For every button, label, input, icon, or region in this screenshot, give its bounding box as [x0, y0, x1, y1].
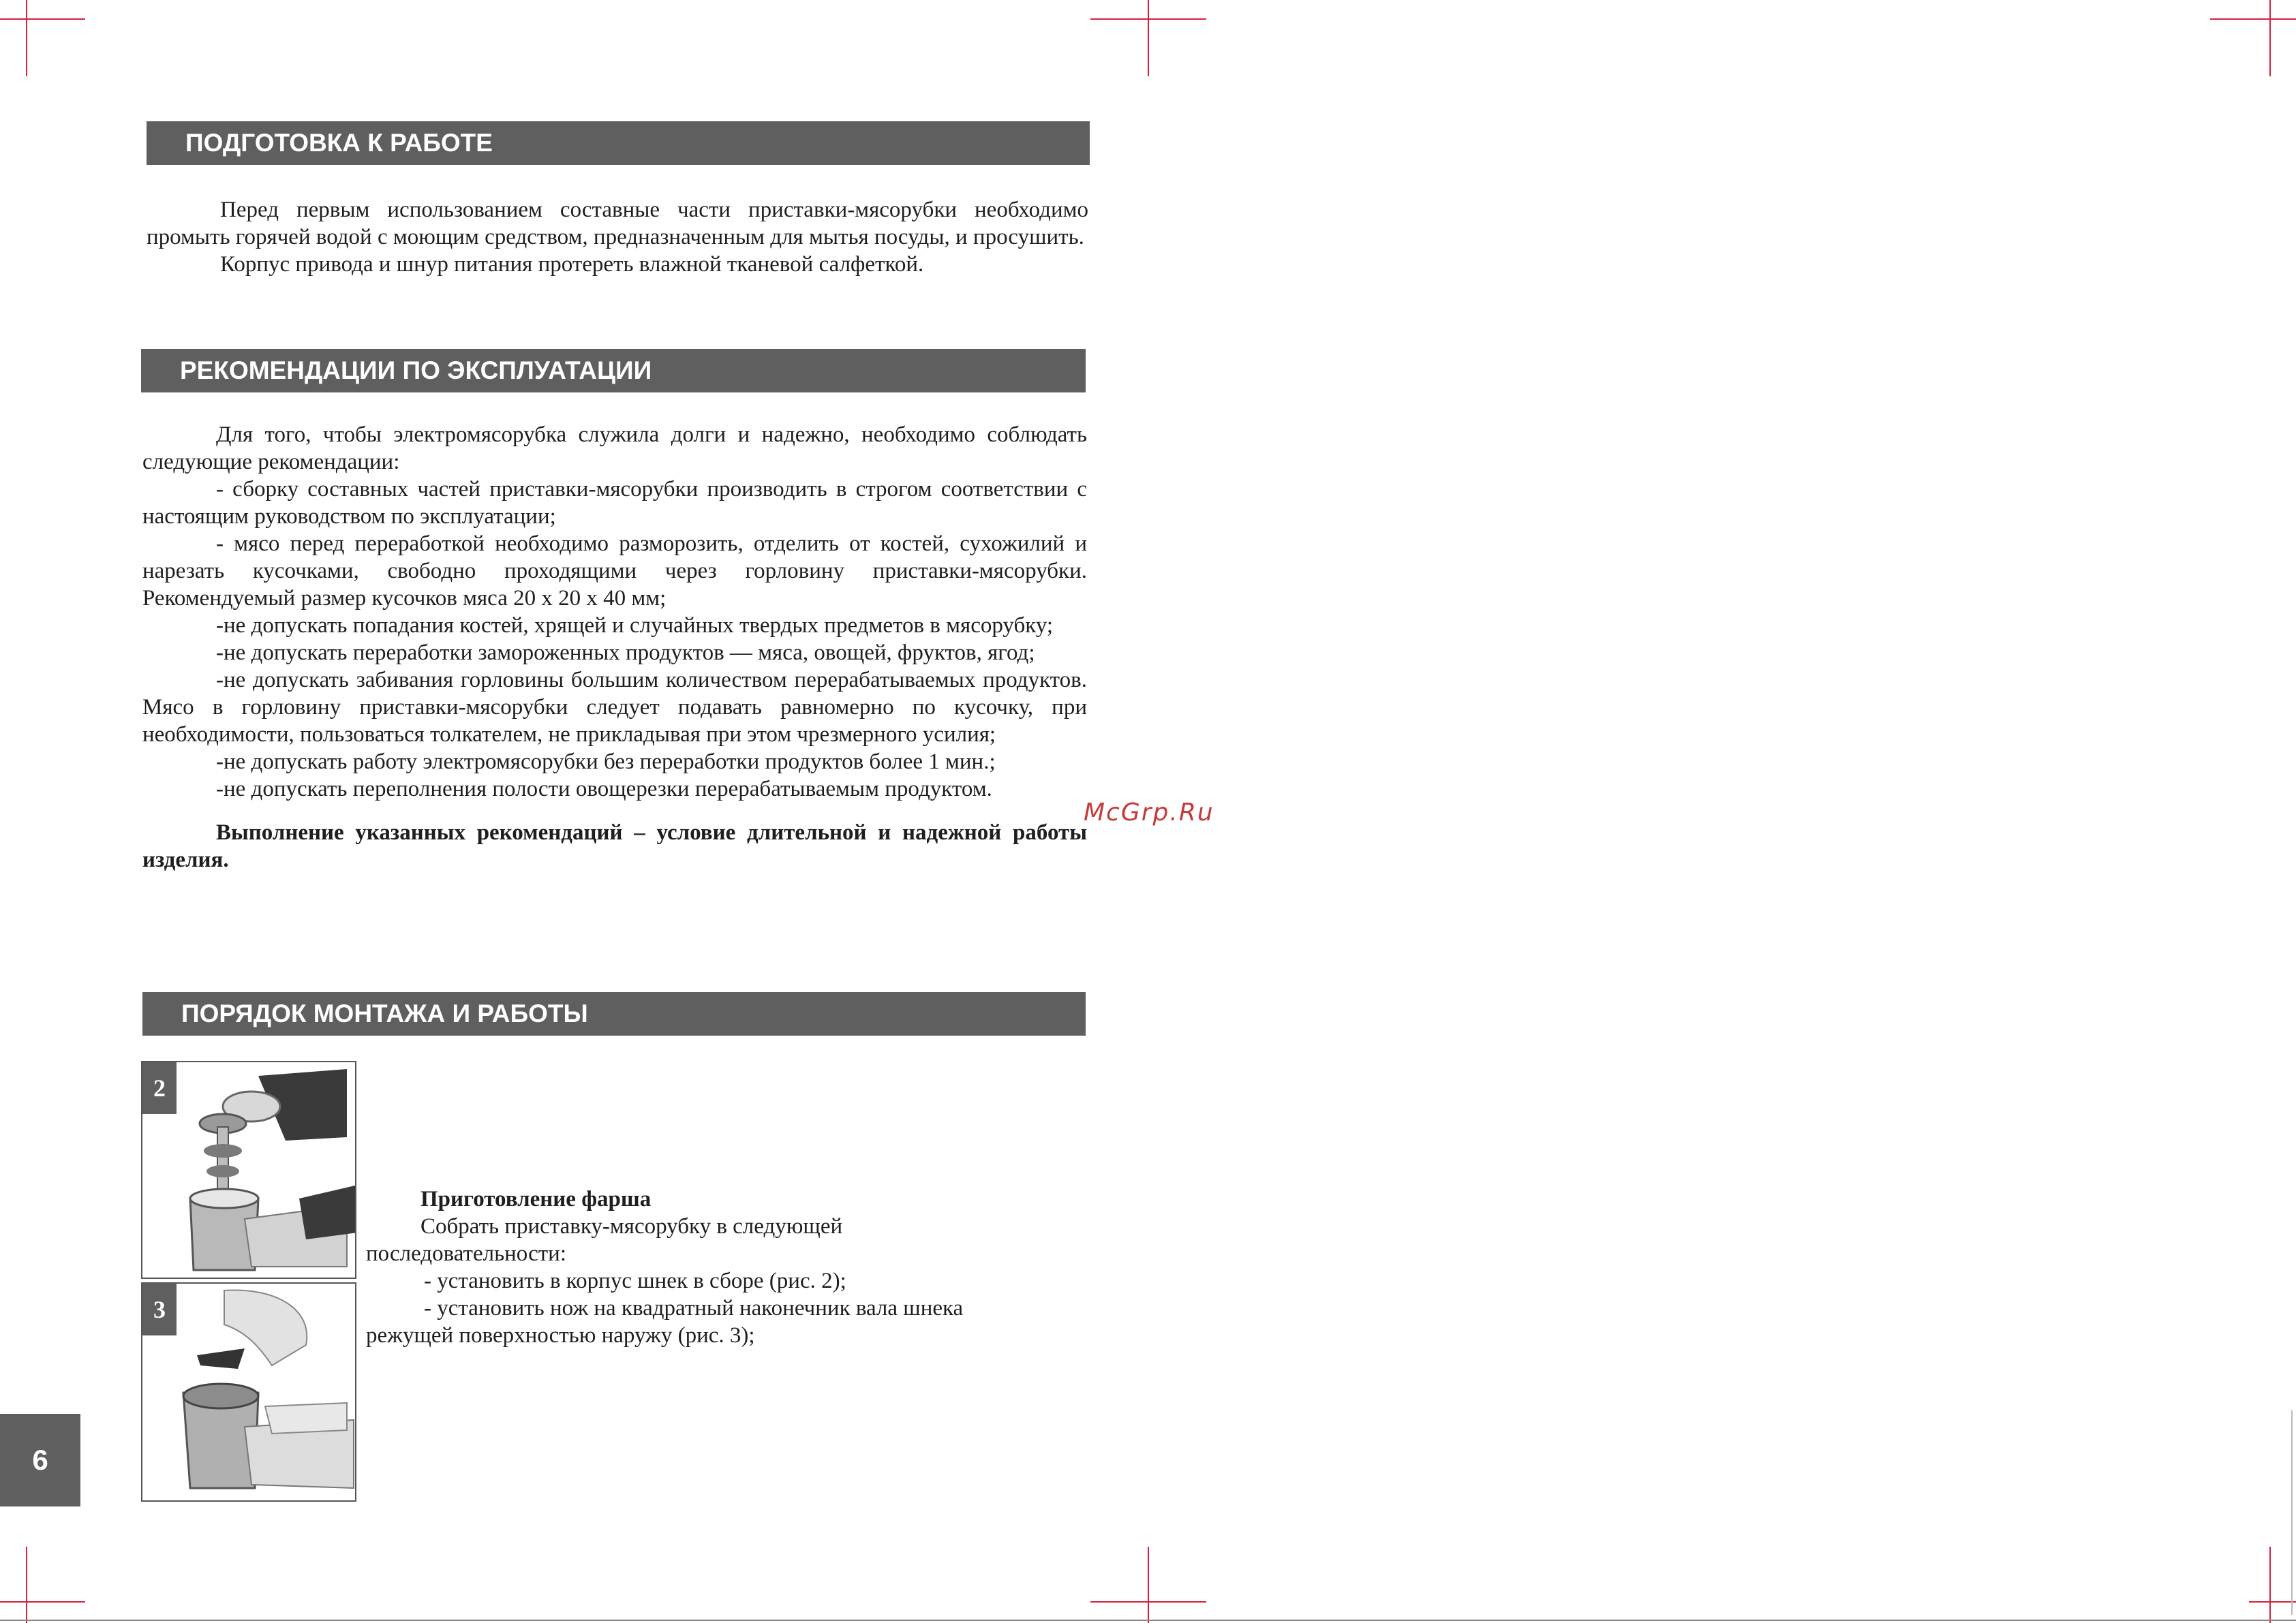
crop-mark [0, 1601, 85, 1603]
crop-mark [1148, 1547, 1149, 1623]
watermark: McGrp.Ru [1084, 799, 1214, 826]
divider [0, 1620, 2296, 1621]
paragraph: Корпус привода и шнур питания протереть влажной тканевой салфеткой. [220, 252, 924, 277]
figure-number: 2 [142, 1062, 177, 1114]
list-item: -не допускать забивания горловины большим количеством перерабатываемых продуктов. Мясо в горловину приставки-мясорубки следует подавать равномерно по кусочку, при необходимости, пользоваться толкателем, не прикладывая при этом чрезмерного усилия; [142, 668, 1087, 747]
crop-mark [2269, 0, 2271, 76]
assembly-subtitle: Приготовление фарша [420, 1187, 652, 1211]
figure-2 [141, 1061, 356, 1279]
list-item: -не допускать работу электромясорубки без переработки продуктов более 1 мин.; [216, 749, 996, 774]
crop-mark [26, 0, 27, 76]
list-item: -не допускать переработки замороженных продуктов — мяса, овощей, фруктов, ягод; [216, 640, 1035, 665]
conclusion: Выполнение указанных рекомендаций – условие длительной и надежной работы изделия. [142, 820, 1087, 872]
crop-mark [2210, 18, 2296, 20]
crop-mark [2269, 1547, 2271, 1623]
figure-number: 3 [142, 1284, 177, 1335]
crop-mark [1148, 0, 1149, 76]
list-item: -не допускать переполнения полости овощерезки перерабатываемым продуктом. [216, 777, 992, 801]
divider [2291, 1410, 2293, 1615]
section-title-preparation: ПОДГОТОВКА К РАБОТЕ [147, 121, 1090, 165]
section-title-recommendations: РЕКОМЕНДАЦИИ ПО ЭКСПЛУАТАЦИИ [141, 349, 1086, 392]
list-item: - мясо перед переработкой необходимо разморозить, отделить от костей, сухожилий и нарезать кусочками, свободно проходящими через горловину приставки-мясорубки. Рекомендуемый размер кусочков мяса 20 х 20 х 40 мм; [142, 531, 1087, 610]
list-item: - установить нож на квадратный наконечник вала шнека режущей поверхностью наружу (рис. 3); [366, 1296, 964, 1348]
paragraph: Перед первым использованием составные части приставки-мясорубки необходимо промыть горячей водой с моющим средством, предназначенным для мытья посуды, и просушить. [147, 198, 1088, 249]
preparation-text [147, 196, 1088, 278]
list-item: - установить в корпус шнек в сборе (рис. 2); [424, 1269, 846, 1293]
figure-3 [141, 1282, 356, 1502]
crop-mark [0, 18, 85, 20]
crop-mark [2249, 1601, 2296, 1603]
recommendations-text [142, 421, 1087, 874]
assembly-text [366, 1186, 1020, 1349]
section-title-assembly: ПОРЯДОК МОНТАЖА И РАБОТЫ [142, 992, 1086, 1036]
page-number: 6 [0, 1414, 80, 1506]
list-item: - сборку составных частей приставки-мясорубки производить в строгом соответствии с настоящим руководством по эксплуатации; [142, 477, 1087, 529]
paragraph: Собрать приставку-мясорубку в следующей последовательности: [366, 1214, 843, 1266]
crop-mark [26, 1547, 27, 1623]
paragraph: Для того, чтобы электромясорубка служила долги и надежно, необходимо соблюдать следующие рекомендации: [142, 422, 1087, 474]
list-item: -не допускать попадания костей, хрящей и случайных твердых предметов в мясорубку; [216, 613, 1054, 638]
